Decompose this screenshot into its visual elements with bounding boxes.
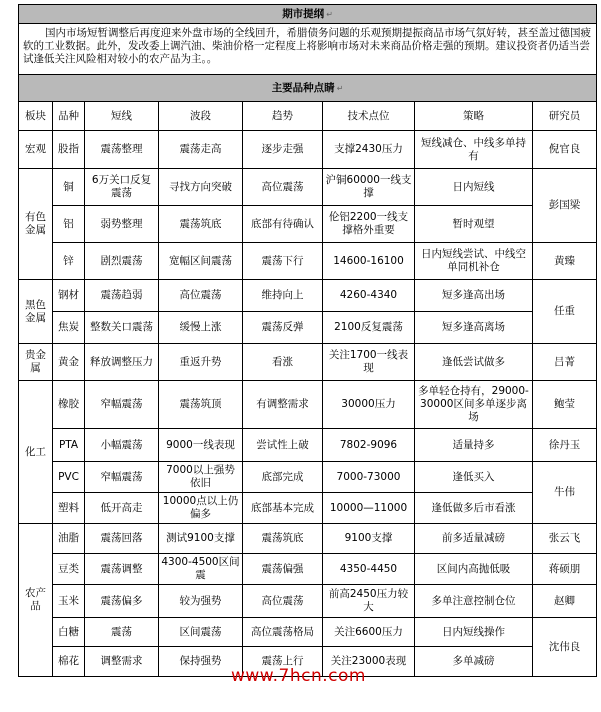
header-row <box>19 102 597 131</box>
strategy-cell: 多单轻仓持有，29000-30000区间多单逐步离场 <box>415 381 533 429</box>
tech-cell: 前高2450压力较大 <box>323 585 415 618</box>
trend-cell: 逐步走强 <box>243 131 323 169</box>
swing-cell: 4300-4500区间震 <box>159 554 243 585</box>
swing-cell: 高位震荡 <box>159 280 243 312</box>
table-row <box>19 169 597 206</box>
short-cell: 6万关口反复震荡 <box>85 169 159 206</box>
strategy-cell: 短多逢高离场 <box>415 312 533 344</box>
strategy-cell: 逢低做多后市看涨 <box>415 493 533 524</box>
analyst-cell: 蒋硕朋 <box>533 554 597 585</box>
table-row <box>19 524 597 554</box>
sector-cell: 贵金属 <box>19 344 53 381</box>
sector-cell: 农产品 <box>19 524 53 677</box>
futures-outline-table <box>18 4 597 677</box>
trend-cell: 尝试性上破 <box>243 429 323 462</box>
swing-cell: 较为强势 <box>159 585 243 618</box>
short-cell: 剧烈震荡 <box>85 243 159 280</box>
table-row <box>19 585 597 618</box>
trend-cell: 震荡反弹 <box>243 312 323 344</box>
strategy-cell: 多单注意控制仓位 <box>415 585 533 618</box>
short-cell: 震荡调整 <box>85 554 159 585</box>
analyst-cell: 鲍莹 <box>533 381 597 429</box>
product-cell: 铝 <box>53 206 85 243</box>
table-row <box>19 344 597 381</box>
table-row <box>19 243 597 280</box>
strategy-cell: 日内短线尝试、中线空单同机补仓 <box>415 243 533 280</box>
trend-cell: 底部有待确认 <box>243 206 323 243</box>
table-row <box>19 280 597 312</box>
tech-cell: 2100反复震荡 <box>323 312 415 344</box>
short-cell: 小幅震荡 <box>85 429 159 462</box>
swing-cell: 震荡筑底 <box>159 206 243 243</box>
tech-cell: 沪铜60000一线支撑 <box>323 169 415 206</box>
swing-cell: 寻找方向突破 <box>159 169 243 206</box>
swing-cell: 10000点以上仍偏多 <box>159 493 243 524</box>
trend-cell: 震荡偏强 <box>243 554 323 585</box>
analyst-cell: 倪官良 <box>533 131 597 169</box>
analyst-cell: 任重 <box>533 280 597 344</box>
short-cell: 震荡整理 <box>85 131 159 169</box>
table-row <box>19 312 597 344</box>
col-header-sector: 板块 <box>19 102 53 131</box>
report-page <box>18 4 596 677</box>
analyst-cell: 黄臻 <box>533 243 597 280</box>
short-cell: 震荡偏多 <box>85 585 159 618</box>
strategy-cell: 日内短线 <box>415 169 533 206</box>
product-cell: 棉花 <box>53 647 85 677</box>
strategy-cell: 前多适量减磅 <box>415 524 533 554</box>
swing-cell: 保持强势 <box>159 647 243 677</box>
strategy-cell: 适量持多 <box>415 429 533 462</box>
table-row <box>19 381 597 429</box>
swing-cell: 震荡走高 <box>159 131 243 169</box>
short-cell: 窄幅震荡 <box>85 381 159 429</box>
trend-cell: 高位震荡格局 <box>243 618 323 647</box>
product-cell: 橡胶 <box>53 381 85 429</box>
table-row <box>19 462 597 493</box>
analyst-cell: 牛伟 <box>533 462 597 524</box>
tech-cell: 4260-4340 <box>323 280 415 312</box>
table-row <box>19 554 597 585</box>
product-cell: 股指 <box>53 131 85 169</box>
product-cell: 锌 <box>53 243 85 280</box>
strategy-cell: 区间内高抛低吸 <box>415 554 533 585</box>
col-header-swing: 波段 <box>159 102 243 131</box>
sector-cell: 宏观 <box>19 131 53 169</box>
analyst-cell: 吕菁 <box>533 344 597 381</box>
trend-cell: 底部完成 <box>243 462 323 493</box>
sector-cell: 黑色金属 <box>19 280 53 344</box>
trend-cell: 震荡下行 <box>243 243 323 280</box>
product-cell: 油脂 <box>53 524 85 554</box>
analyst-cell: 赵卿 <box>533 585 597 618</box>
tech-cell: 7000-73000 <box>323 462 415 493</box>
table-row <box>19 429 597 462</box>
col-header-trend: 趋势 <box>243 102 323 131</box>
strategy-cell: 短线减仓、中线多单持有 <box>415 131 533 169</box>
table-row <box>19 206 597 243</box>
swing-cell: 震荡筑顶 <box>159 381 243 429</box>
trend-cell: 高位震荡 <box>243 169 323 206</box>
short-cell: 调整需求 <box>85 647 159 677</box>
tech-cell: 关注23000表现 <box>323 647 415 677</box>
trend-cell: 底部基本完成 <box>243 493 323 524</box>
analyst-cell: 彭国梁 <box>533 169 597 243</box>
tech-cell: 10000—11000 <box>323 493 415 524</box>
short-cell: 震荡回落 <box>85 524 159 554</box>
table-row <box>19 493 597 524</box>
analyst-cell: 徐丹玉 <box>533 429 597 462</box>
tech-cell: 9100支撑 <box>323 524 415 554</box>
table-row <box>19 618 597 647</box>
product-cell: 玉米 <box>53 585 85 618</box>
trend-cell: 震荡上行 <box>243 647 323 677</box>
table-row <box>19 131 597 169</box>
tech-cell: 7802-9096 <box>323 429 415 462</box>
short-cell: 震荡 <box>85 618 159 647</box>
swing-cell: 测试9100支撑 <box>159 524 243 554</box>
trend-cell: 高位震荡 <box>243 585 323 618</box>
product-cell: PTA <box>53 429 85 462</box>
strategy-cell: 短多逢高出场 <box>415 280 533 312</box>
col-header-analyst: 研究员 <box>533 102 597 131</box>
analyst-cell: 张云飞 <box>533 524 597 554</box>
tech-cell: 关注6600压力 <box>323 618 415 647</box>
tech-cell: 关注1700一线表现 <box>323 344 415 381</box>
tech-cell: 伦铝2200一线支撑格外重要 <box>323 206 415 243</box>
trend-cell: 看涨 <box>243 344 323 381</box>
col-header-strategy: 策略 <box>415 102 533 131</box>
swing-cell: 9000一线表现 <box>159 429 243 462</box>
swing-cell: 宽幅区间震荡 <box>159 243 243 280</box>
strategy-cell: 逢低尝试做多 <box>415 344 533 381</box>
product-cell: 铜 <box>53 169 85 206</box>
short-cell: 窄幅震荡 <box>85 462 159 493</box>
section-title: 主要品种点睛 ↵ <box>19 75 597 102</box>
short-cell: 弱势整理 <box>85 206 159 243</box>
product-cell: 豆类 <box>53 554 85 585</box>
product-cell: 白糖 <box>53 618 85 647</box>
watermark-text: www.7hcn.com <box>231 666 366 686</box>
trend-cell: 震荡筑底 <box>243 524 323 554</box>
swing-cell: 重返升势 <box>159 344 243 381</box>
tech-cell: 支撑2430压力 <box>323 131 415 169</box>
short-cell: 释放调整压力 <box>85 344 159 381</box>
page-title: 期市提纲 ↵ <box>19 5 597 24</box>
trend-cell: 维持向上 <box>243 280 323 312</box>
analyst-cell: 沈伟良 <box>533 618 597 677</box>
swing-cell: 缓慢上涨 <box>159 312 243 344</box>
tech-cell: 14600-16100 <box>323 243 415 280</box>
short-cell: 低开高走 <box>85 493 159 524</box>
product-cell: PVC <box>53 462 85 493</box>
col-header-tech: 技术点位 <box>323 102 415 131</box>
sector-cell: 有色金属 <box>19 169 53 280</box>
trend-cell: 有调整需求 <box>243 381 323 429</box>
tech-cell: 30000压力 <box>323 381 415 429</box>
strategy-cell: 多单减磅 <box>415 647 533 677</box>
sector-cell: 化工 <box>19 381 53 524</box>
product-cell: 塑料 <box>53 493 85 524</box>
swing-cell: 区间震荡 <box>159 618 243 647</box>
strategy-cell: 日内短线操作 <box>415 618 533 647</box>
swing-cell: 7000以上强势依旧 <box>159 462 243 493</box>
strategy-cell: 暂时观望 <box>415 206 533 243</box>
col-header-short: 短线 <box>85 102 159 131</box>
strategy-cell: 逢低买入 <box>415 462 533 493</box>
tech-cell: 4350-4450 <box>323 554 415 585</box>
short-cell: 震荡趋弱 <box>85 280 159 312</box>
short-cell: 整数关口震荡 <box>85 312 159 344</box>
col-header-product: 品种 <box>53 102 85 131</box>
product-cell: 黄金 <box>53 344 85 381</box>
product-cell: 钢材 <box>53 280 85 312</box>
intro-paragraph: 国内市场短暂调整后再度迎来外盘市场的全线回升，希腊债务问题的乐观预期提振商品市场气氛好转，甚至盖过德国疲软的工业数据。此外，发改委上调汽油、柴油价格一定程度上将影响市场对未来商品价格走强的预期。建议投资者仍适当尝试逢低关注风险相对较小的农产品为主。。 <box>19 24 597 75</box>
product-cell: 焦炭 <box>53 312 85 344</box>
